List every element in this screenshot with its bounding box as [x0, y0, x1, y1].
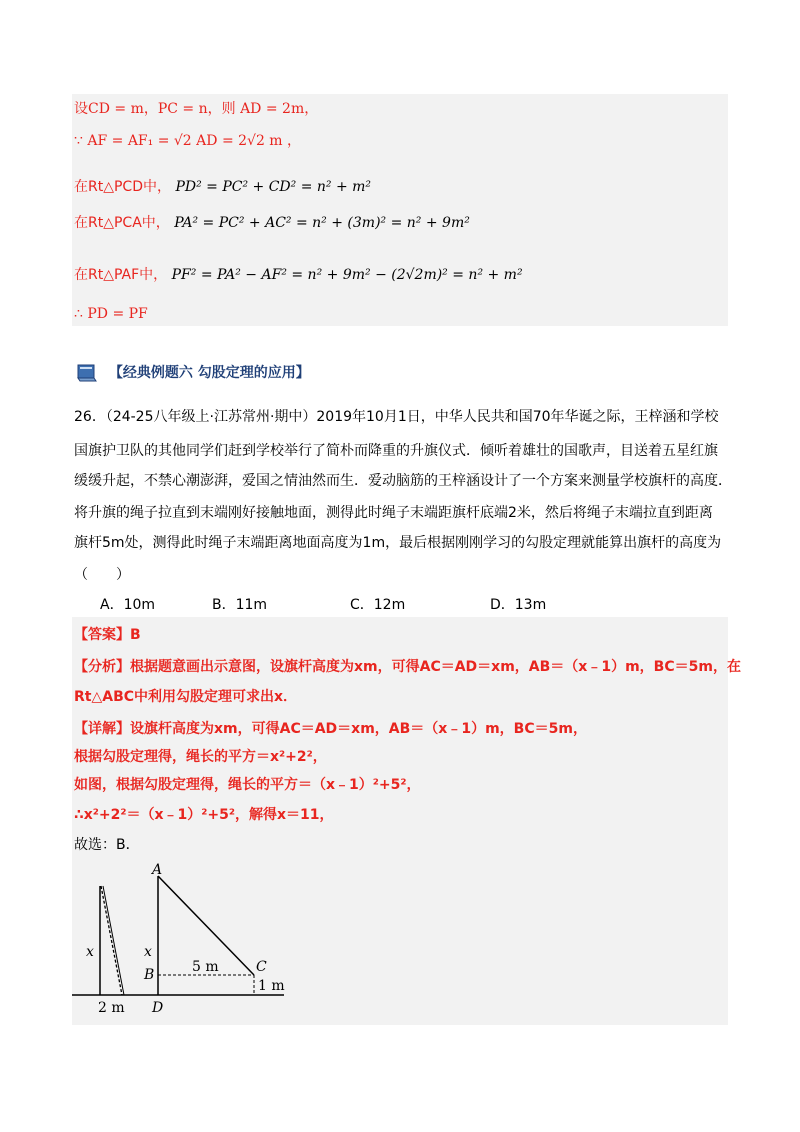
solution-line-5	[74, 264, 523, 284]
left-rope-edge	[103, 886, 124, 995]
detail-line-4: ∴x²+2²＝（x﹣1）²+5²，解得x＝11，	[74, 807, 334, 823]
solution-line-4-prefix: 在Rt△PCA中，	[74, 215, 170, 231]
detail-line-3: 如图，根据勾股定理得，绳长的平方＝（x﹣1）²+5²，	[74, 777, 421, 793]
solution-line-5-math: PF² = PA² − AF² = n² + 9m² − (2√2m)² = n² + m²	[171, 267, 523, 283]
section-heading	[76, 362, 310, 383]
option-c: C．12m	[350, 597, 406, 613]
question-line-2: 国旗护卫队的其他同学们赶到学校举行了简朴而降重的升旗仪式．倾听着雄壮的国歌声，目送着五星红旗	[74, 443, 718, 459]
option-a: A．10m	[100, 597, 156, 613]
solution-line-3-prefix: 在Rt△PCD中，	[74, 179, 171, 195]
label-x-left: x	[86, 944, 94, 960]
label-x-right: x	[144, 944, 152, 960]
answer-line: 【答案】B	[74, 627, 141, 643]
analysis-line-2: Rt△ABC中利用勾股定理可求出x．	[74, 689, 298, 705]
solution-line-3	[74, 176, 371, 196]
flagpole-figure	[72, 862, 312, 1026]
section-heading-label: 【经典例题六 勾股定理的应用】	[108, 365, 310, 381]
detail-line-2: 根据勾股定理得，绳长的平方＝x²+2²，	[74, 749, 327, 765]
book-icon	[76, 363, 98, 383]
solution-line-4	[74, 212, 470, 232]
left-rope	[101, 886, 122, 995]
label-1m: 1 m	[258, 978, 285, 994]
detail-line-1: 【详解】设旗杆高度为xm，可得AC＝AD＝xm，AB＝（x﹣1）m，BC＝5m，	[74, 721, 587, 737]
label-5m: 5 m	[192, 959, 219, 975]
solution-line-4-math: PA² = PC² + AC² = n² + (3m)² = n² + 9m²	[174, 215, 470, 231]
label-c: C	[256, 959, 267, 975]
flagpole-diagram	[72, 862, 312, 1022]
label-b: B	[144, 967, 155, 983]
option-d: D．13m	[490, 597, 547, 613]
analysis-line-1: 【分析】根据题意画出示意图，设旗杆高度为xm，可得AC＝AD＝xm，AB＝（x﹣1）m，BC＝5m，在	[74, 659, 741, 675]
solution-line-5-prefix: 在Rt△PAF中，	[74, 267, 168, 283]
label-a: A	[152, 862, 163, 878]
question-line-6: （ ）	[74, 567, 130, 583]
question-line-3: 缓缓升起，不禁心潮澎湃，爱国之情油然而生．爱动脑筋的王梓涵设计了一个方案来测量学校旗杆的高度．	[74, 473, 732, 489]
question-line-1: 26．（24-25八年级上·江苏常州·期中）2019年10月1日，中华人民共和国70年华诞之际，王梓涵和学校	[74, 409, 719, 425]
option-b: B．11m	[212, 597, 268, 613]
label-2m: 2 m	[98, 1000, 125, 1016]
question-line-4: 将升旗的绳子拉直到末端刚好接触地面，测得此时绳子末端距旗杆底端2米，然后将绳子末端拉直到距离	[74, 505, 713, 521]
solution-line-1: 设CD = m，PC = n，则 AD = 2m，	[74, 101, 319, 117]
solution-line-3-math: PD² = PC² + CD² = n² + m²	[175, 179, 372, 195]
solution-line-6: ∴ PD = PF	[74, 306, 148, 322]
solution-block	[72, 94, 728, 326]
detail-line-5: 故选：B．	[74, 837, 140, 853]
solution-line-2: ∵ AF = AF₁ = √2 AD = 2√2 m ，	[74, 133, 302, 149]
question-line-5: 旗杆5m处，测得此时绳子末端距离地面高度为1m，最后根据刚刚学习的勾股定理就能算出旗杆的高度为	[74, 535, 722, 551]
label-d: D	[152, 1000, 164, 1016]
